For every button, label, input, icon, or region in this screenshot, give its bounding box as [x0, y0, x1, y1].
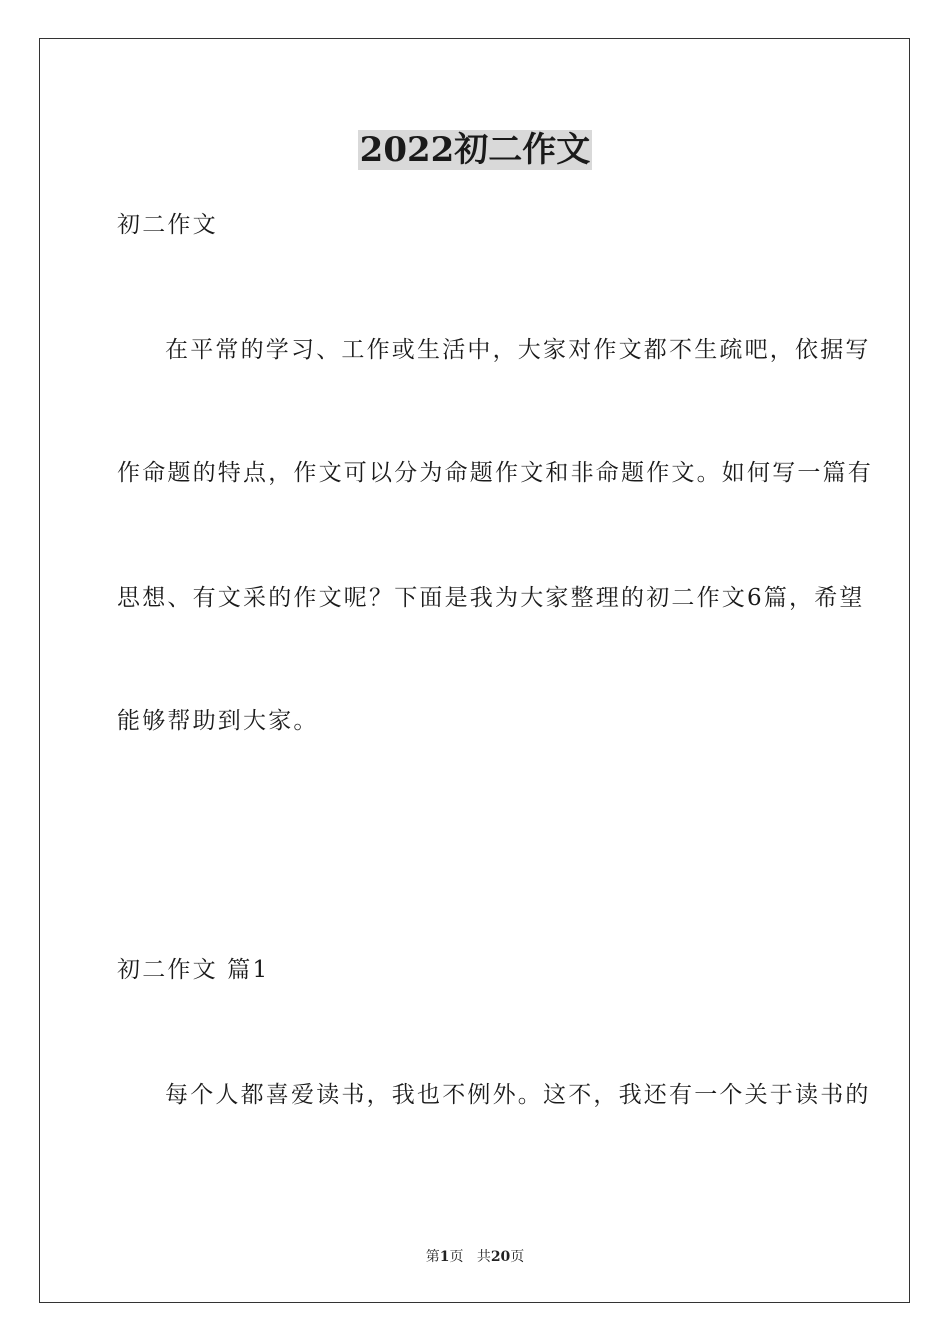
page-prefix: 第 [425, 1249, 440, 1265]
total-suffix: 页 [510, 1249, 525, 1265]
section-heading: 初二作文 [117, 212, 218, 238]
page-number: 1 [439, 1249, 450, 1265]
document-title-text: 2022初二作文 [359, 130, 591, 170]
total-prefix: 共 [476, 1249, 491, 1265]
paragraph-line: 作命题的特点，作文可以分为命题作文和非命题作文。如何写一篇有 [117, 460, 873, 486]
total-pages: 20 [490, 1249, 511, 1265]
page-footer [0, 1247, 950, 1267]
section-heading: 初二作文 篇1 [117, 957, 270, 983]
paragraph-line: 思想、有文采的作文呢？下面是我为大家整理的初二作文6篇，希望 [117, 585, 865, 611]
paragraph-line: 每个人都喜爱读书，我也不例外。这不，我还有一个关于读书的 [165, 1082, 871, 1108]
document-title [0, 128, 950, 172]
page-suffix: 页 [449, 1249, 464, 1265]
paragraph-line: 能够帮助到大家。 [117, 708, 319, 734]
paragraph-line: 在平常的学习、工作或生活中，大家对作文都不生疏吧，依据写 [165, 337, 871, 363]
